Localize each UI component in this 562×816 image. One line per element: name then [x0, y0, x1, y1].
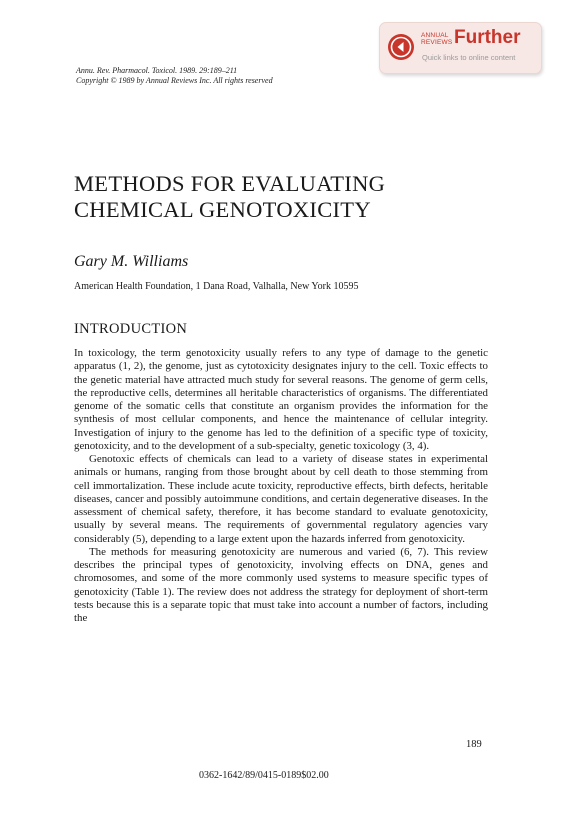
section-heading: INTRODUCTION: [74, 321, 188, 337]
citation-line: Annu. Rev. Pharmacol. Toxicol. 1989. 29:189–211: [76, 66, 238, 75]
banner-further-label: Further: [454, 27, 521, 48]
body-text: [74, 347, 488, 625]
article-title: [74, 171, 385, 223]
title-line: CHEMICAL GENOTOXICITY: [74, 197, 371, 222]
arrow-left-icon: [388, 34, 414, 60]
paragraph: The methods for measuring genotoxicity are numerous and varied (6, 7). This review describes the principal types of genotoxicity, involving effects on DNA, genes and chromosomes, and some of the more commonly used systems to measure specific types of genotoxicity (Table 1). The review does not address the strategy for deployment of short-term tests because this is a separate topic that must take into account a number of factors, including the: [74, 545, 488, 624]
author-name: Gary M. Williams: [74, 253, 189, 270]
banner-subtitle: Quick links to online content: [422, 53, 516, 62]
author-affiliation: American Health Foundation, 1 Dana Road, Valhalla, New York 10595: [74, 281, 359, 292]
title-line: METHODS FOR EVALUATING: [74, 171, 386, 196]
journal-citation: [76, 66, 273, 85]
paragraph: Genotoxic effects of chemicals can lead to a variety of disease states in experimental animals or humans, ranging from those brought about by cell death to those stemming from cell immortalization. These include acute toxicity, reproductive effects, birth defects, heritable diseases, cancer and possibly autoimmune conditions, and certain degenerative diseases. In the assessment of chemical safety, therefore, it has become standard to evaluate genotoxicity, usually by several means. The requirements of governmental regulatory agencies vary considerably (5), depending to a large extent upon the hazards inferred from genotoxicity.: [74, 453, 488, 545]
banner-reviews-label: REVIEWS: [421, 39, 453, 46]
further-banner[interactable]: [379, 22, 542, 74]
article-code: 0362-1642/89/0415-0189$02.00: [199, 770, 329, 781]
copyright-line: Copyright © 1989 by Annual Reviews Inc. All rights reserved: [76, 75, 273, 85]
page-number: 189: [466, 739, 482, 750]
paragraph: In toxicology, the term genotoxicity usually refers to any type of damage to the genetic apparatus (1, 2), the genome, just as cytotoxicity designates injury to the cell. Toxic effects to the genetic material have attracted much study for several reasons. The genome of germ cells, the reproductive cells, determines all heritable characteristics of organisms. The differentiated genome of the somatic cells that constitute an organism provides the information for the synthesis of most cellular components, and hence the maintenance of cellular integrity. Investigation of injury to the genome has led to the definition of a specific type of toxicity, genotoxicity, and to the development of a sub-specialty, genetic toxicology (3, 4).: [74, 347, 488, 452]
banner-annual-label: ANNUAL: [421, 32, 449, 39]
